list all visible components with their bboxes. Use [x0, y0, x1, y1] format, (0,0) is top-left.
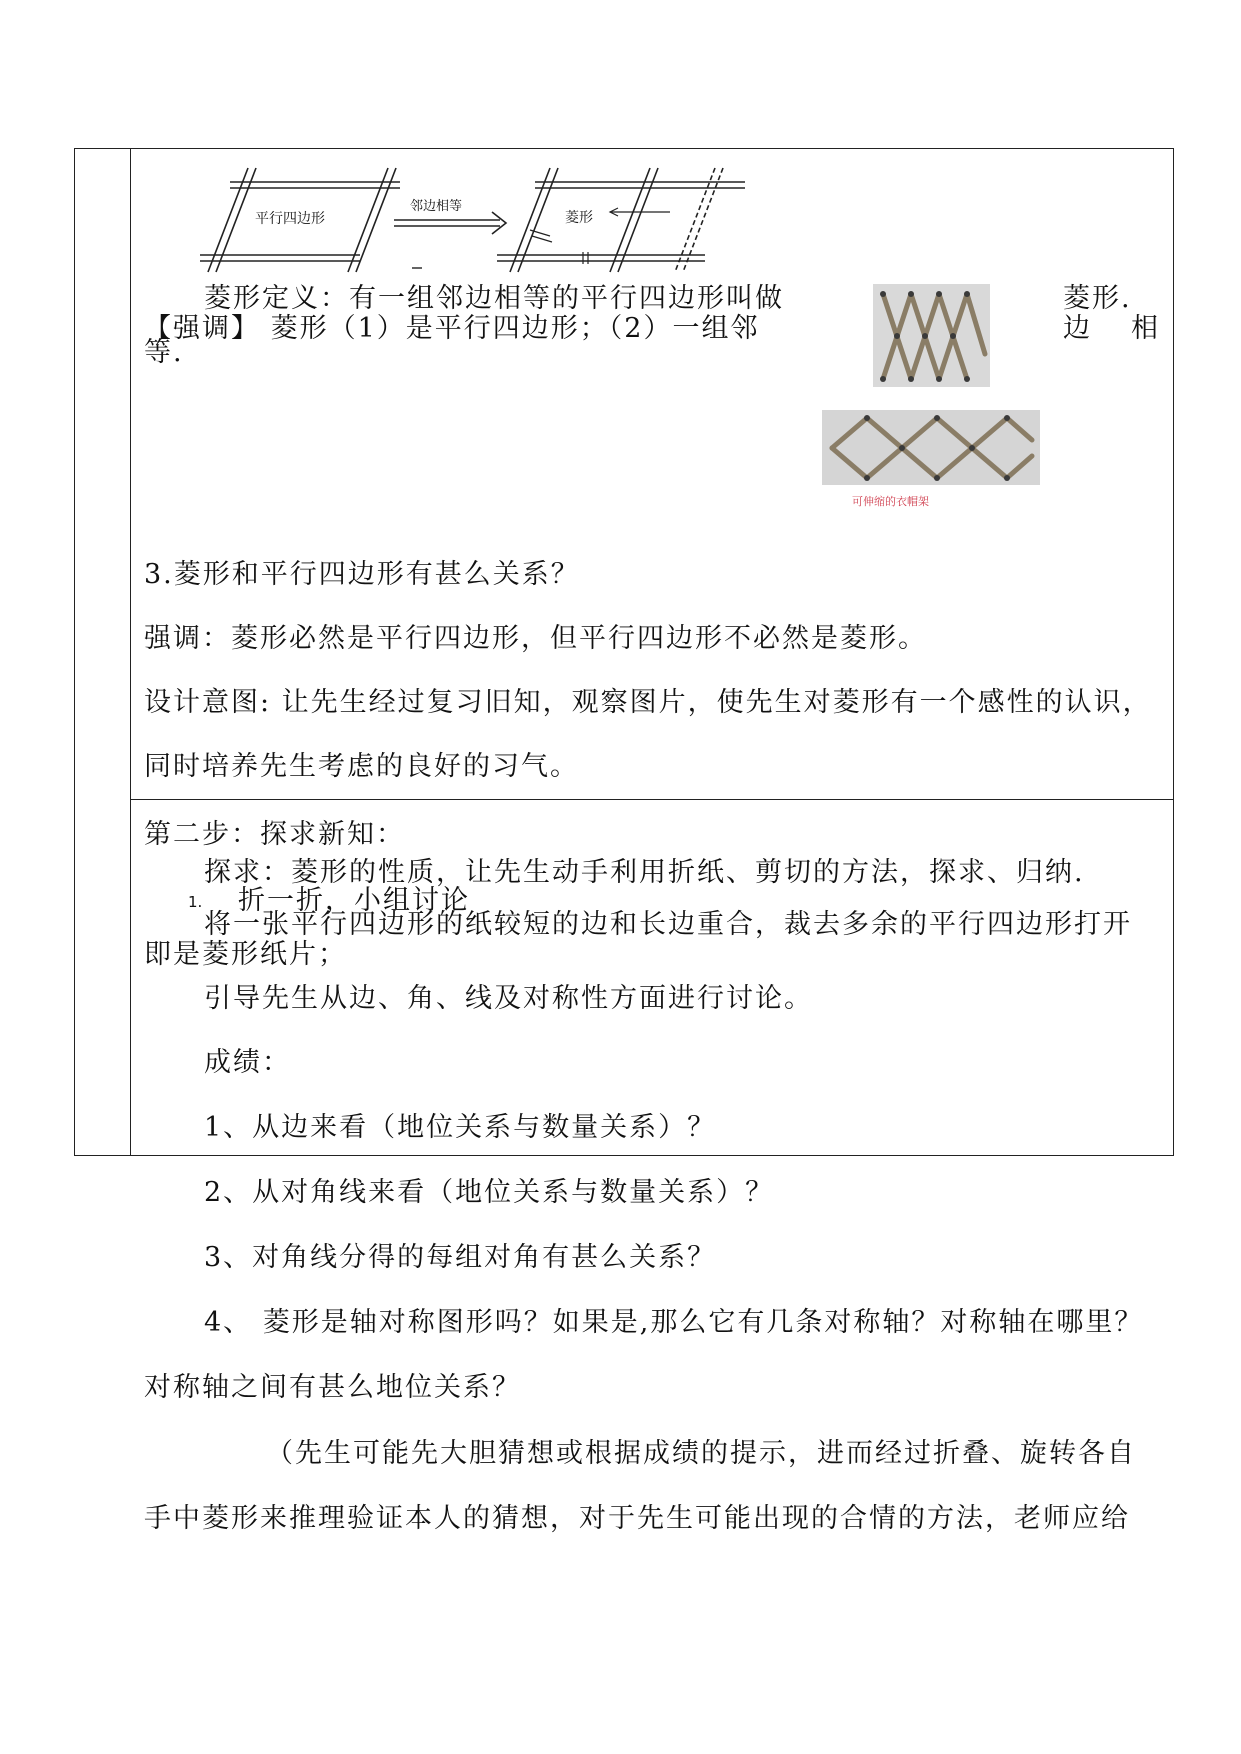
- emphasis-line-char2: 相: [1131, 313, 1160, 344]
- row-divider: [131, 799, 1173, 800]
- fold-number: 1.: [188, 893, 203, 911]
- fold-label: 折一折，小组讨论: [238, 885, 470, 916]
- explore-line: 探求：菱形的性质，让先生动手利用折纸、剪切的方法，探求、归纳.: [204, 857, 1085, 888]
- fold-description-line1: 将一张平行四边形的纸较短的边和长边重合，裁去多余的平行四边形打开: [204, 909, 1132, 940]
- question-3: 3.菱形和平行四边形有甚么关系？: [144, 559, 580, 590]
- step-two-title: 第二步：探求新知：: [144, 819, 405, 850]
- coat-rack-photo-2: [822, 410, 1040, 485]
- question-item-2: 2、从对角线来看（地位关系与数量关系）？: [204, 1177, 775, 1208]
- rhombus-definition-end: 菱形.: [1063, 283, 1132, 314]
- teacher-note-line2: 手中菱形来推理验证本人的猜想，对于先生可能出现的合情的方法，老师应给: [144, 1503, 1130, 1534]
- question-item-4-line2: 对称轴之间有甚么地位关系？: [144, 1372, 521, 1403]
- emphasis-line: 【强调】 菱形（1）是平行四边形；（2）一组邻: [144, 313, 760, 344]
- emphasis-line-char1: 边: [1063, 313, 1092, 344]
- coat-rack-photo-1: [873, 284, 990, 387]
- teacher-note-line1: （先生可能先大胆猜想或根据成绩的提示，进而经过折叠、旋转各自: [266, 1438, 1136, 1469]
- diagram-right-label: 菱形: [565, 210, 593, 226]
- transform-arrow: [394, 212, 506, 234]
- photo-caption: 可伸缩的衣帽架: [852, 495, 929, 508]
- design-intent-line2: 同时培养先生考虑的良好的习气。: [144, 751, 579, 782]
- diagram-left-label: 平行四边形: [255, 211, 325, 227]
- emphasis-line-end: 等.: [144, 337, 184, 368]
- question-item-3: 3、对角线分得的每组对角有甚么关系？: [204, 1242, 717, 1273]
- question-item-4-line1: 4、 菱形是轴对称图形吗？如果是,那么它有几条对称轴？对称轴在哪里？: [204, 1307, 1144, 1338]
- results-heading: 成绩：: [204, 1047, 291, 1078]
- fold-description-line2: 即是菱形纸片；: [144, 939, 347, 970]
- table-left-column: [75, 149, 131, 1155]
- stress-line: 强调：菱形必然是平行四边形，但平行四边形不必然是菱形。: [144, 623, 927, 654]
- rhombus-figure: [497, 168, 745, 272]
- rhombus-definition: 菱形定义：有一组邻边相等的平行四边形叫做: [204, 283, 784, 314]
- guide-line: 引导先生从边、角、线及对称性方面进行讨论。: [204, 983, 813, 1014]
- design-intent-line1: 设计意图: 让先生经过复习旧知，观察图片，使先生对菱形有一个感性的认识，: [144, 687, 1152, 718]
- diagram-arrow-label: 邻边相等: [410, 199, 463, 214]
- parallelogram-rhombus-diagram: [200, 160, 760, 280]
- question-item-1: 1、从边来看（地位关系与数量关系）？: [204, 1112, 717, 1143]
